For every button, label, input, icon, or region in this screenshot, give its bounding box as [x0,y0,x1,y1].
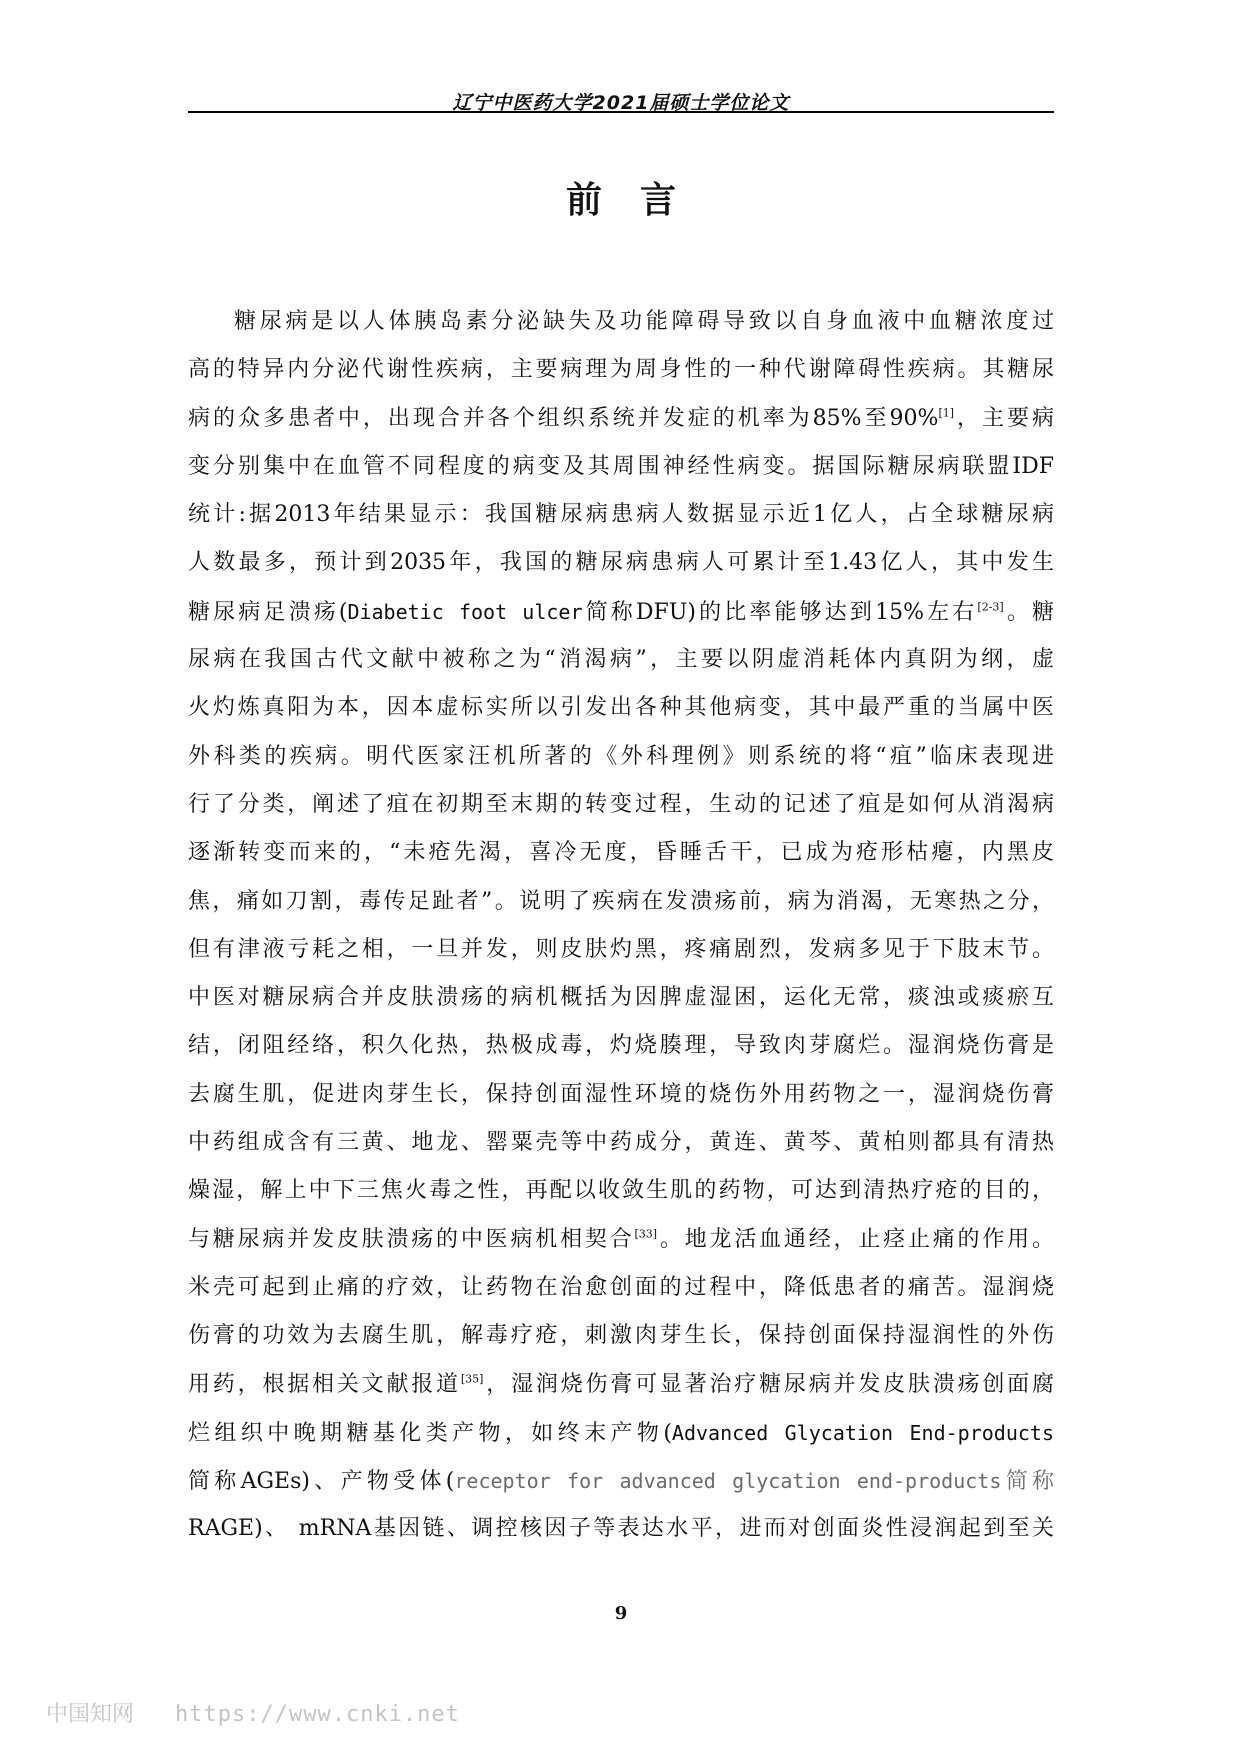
line-text: 高的特异内分泌代谢性疾病，主要病理为周身性的一种代谢障碍性疾病。其糖尿 [188,357,1054,383]
paragraph-line [188,1167,1054,1215]
paragraph-line [188,1264,1054,1312]
paragraph-line [188,588,1054,636]
line-text: 行了分类，阐述了疽在初期至末期的转变过程，生动的记述了疽是如何从消渴病 [188,791,1054,817]
line-text: ，湿润烧伤膏可显著治疗糖尿病并发皮肤溃疡创面腐 [483,1371,1054,1397]
paragraph-line [188,346,1054,394]
line-text: 燥湿，解上中下三焦火毒之性，再配以收敛生肌的药物，可达到清热疗疮的目的， [188,1178,1054,1204]
paragraph-line [188,733,1054,781]
paragraph-line [188,539,1054,587]
line-english-term: Advanced Glycation End-products [671,1420,1054,1445]
line-text: 烂组织中晚期糖基化类产物，如终末产物( [188,1420,672,1446]
citation-marker: [2-3] [977,600,1004,614]
line-text: RAGE)、 mRNA基因链、调控核因子等表达水平，进而对创面炎性浸润起到至关 [188,1516,1054,1542]
body-paragraph [188,298,1054,1554]
paragraph-line [188,926,1054,974]
line-text: 焦，痛如刀割，毒传足趾者”。说明了疾病在发溃疡前，病为消渴，无寒热之分， [188,888,1054,914]
citation-marker: [33] [634,1227,658,1241]
page-number: 9 [614,1603,628,1624]
line-text: 。糖 [1003,599,1054,625]
line-english-term: receptor for advanced glycation end-products [454,1469,1002,1494]
line-text: 人数最多，预计到2035年，我国的糖尿病患病人可累计至1.43亿人，其中发生 [188,550,1054,576]
paragraph-line [188,974,1054,1022]
paragraph-line [188,1361,1054,1409]
line-text: 结，闭阻经络，积久化热，热极成毒，灼烧腠理，导致肉芽腐烂。湿润烧伤膏是 [188,1033,1054,1059]
paragraph-line [188,1505,1054,1553]
line-text: 去腐生肌，促进肉芽生长，保持创面湿性环境的烧伤外用药物之一，湿润烧伤膏 [188,1081,1054,1107]
paragraph-line [188,684,1054,732]
line-text: 简称AGEs)、产物受体( [188,1469,455,1495]
paragraph-line [188,443,1054,491]
line-text: 简称 [1001,1469,1054,1495]
line-text: 糖尿病是以人体胰岛素分泌缺失及功能障碍导致以自身血液中血糖浓度过 [234,309,1054,334]
line-text: 米壳可起到止痛的疗效，让药物在治愈创面的过程中，降低患者的痛苦。湿润烧 [188,1274,1054,1300]
line-text: ，主要病 [954,405,1054,431]
line-text: 逐渐转变而来的，“未疮先渴，喜冷无度，昏睡舌干，已成为疮形枯瘪，内黑皮 [188,840,1054,866]
citation-marker: [1] [938,406,955,420]
citation-marker: [35] [460,1372,484,1386]
line-text: 简称DFU)的比率能够达到15%左右 [582,599,978,625]
line-text: 变分别集中在血管不同程度的病变及其周围神经性病变。据国际糖尿病联盟IDF [188,453,1054,479]
header-rule [188,111,1054,113]
paragraph-line [188,395,1054,443]
line-text: 伤膏的功效为去腐生肌，解毒疗疮，刺激肉芽生长，保持创面保持湿润性的外伤 [188,1323,1054,1349]
paragraph-line [188,491,1054,539]
line-text: 病的众多患者中，出现合并各个组织系统并发症的机率为85%至90% [188,405,939,431]
line-text: 中医对糖尿病合并皮肤溃疡的病机概括为因脾虚湿困，运化无常，痰浊或痰瘀互 [188,985,1054,1011]
paragraph-line [188,636,1054,684]
line-text: 中药组成含有三黄、地龙、罂粟壳等中药成分，黄连、黄芩、黄柏则都具有清热 [188,1130,1054,1156]
line-text: 但有津液亏耗之相，一旦并发，则皮肤灼黑，疼痛剧烈，发病多见于下肢末节。 [188,936,1054,962]
paragraph-line [188,1071,1054,1119]
watermark-url: https://www.cnki.net [175,1702,460,1727]
page-title: 前言 [565,180,714,221]
running-header: 辽宁中医药大学2021届硕士学位论文 [452,92,790,114]
paragraph-line [188,298,1054,346]
paragraph-line [188,1312,1054,1360]
paragraph-line [188,878,1054,926]
paragraph-line [188,829,1054,877]
line-text: 尿病在我国古代文献中被称之为“消渴病”，主要以阴虚消耗体内真阴为纲，虚 [188,647,1054,673]
line-text: 统计:据2013年结果显示：我国糖尿病患病人数据显示近1亿人，占全球糖尿病 [188,502,1054,528]
watermark [46,1697,460,1728]
line-text: 。地龙活血通经，止痉止痛的作用。 [657,1226,1054,1252]
line-text: 糖尿病足溃疡( [188,599,348,625]
paragraph-line [188,1119,1054,1167]
line-text: 火灼炼真阳为本，因本虚标实所以引发出各种其他病变，其中最严重的当属中医 [188,695,1054,721]
line-text: 外科类的疾病。明代医家汪机所著的《外科理例》则系统的将“疽”临床表现进 [188,743,1054,769]
watermark-brand: 中国知网 [46,1702,135,1727]
paragraph-line [188,1457,1054,1505]
paragraph-line [188,1022,1054,1070]
line-english-term: Diabetic foot ulcer [347,599,583,624]
line-text: 与糖尿病并发皮肤溃疡的中医病机相契合 [188,1226,635,1252]
line-text: 用药，根据相关文献报道 [188,1371,461,1397]
paragraph-line [188,1409,1054,1457]
paragraph-line [188,1216,1054,1264]
paragraph-line [188,781,1054,829]
